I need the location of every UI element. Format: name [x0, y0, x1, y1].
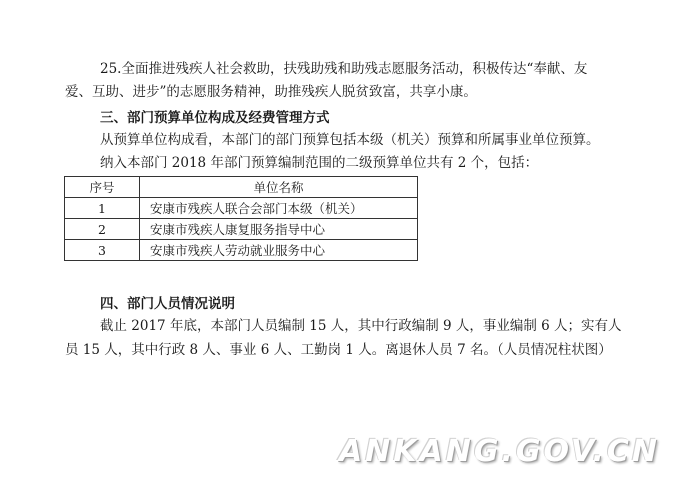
section4-heading: 四、部门人员情况说明 [100, 296, 235, 312]
table-row [65, 219, 418, 240]
header-index: 序号 [65, 177, 140, 198]
row-unit-name: 安康市残疾人劳动就业服务中心 [140, 240, 418, 261]
budget-units-table [64, 176, 418, 261]
section4-line2: 员 15 人，其中行政 8 人、事业 6 人、工勤岗 1 人。离退休人员 7 名。（人员情况柱状图） [65, 342, 612, 358]
section3-para1: 从预算单位构成看，本部门的部门预算包括本级（机关）预算和所属事业单位预算。 [100, 132, 600, 148]
row-index: 1 [65, 198, 140, 219]
row-unit-name: 安康市残疾人联合会部门本级（机关） [140, 198, 418, 219]
section3-para2: 纳入本部门 2018 年部门预算编制范围的二级预算单位共有 2 个，包括： [100, 155, 539, 171]
site-watermark: ANKANG.GOV.CN [338, 434, 660, 469]
paragraph-25-line1: 25.全面推进残疾人社会救助，扶残助残和助残志愿服务活动，积极传达“奉献、友 [100, 61, 588, 77]
row-index: 3 [65, 240, 140, 261]
table-header-row [65, 177, 418, 198]
row-unit-name: 安康市残疾人康复服务指导中心 [140, 219, 418, 240]
row-index: 2 [65, 219, 140, 240]
paragraph-25-line2: 爱、互助、进步”的志愿服务精神，助推残疾人脱贫致富，共享小康。 [65, 84, 477, 100]
table-row [65, 240, 418, 261]
header-unit-name: 单位名称 [140, 177, 418, 198]
section4-line1: 截止 2017 年底，本部门人员编制 15 人，其中行政编制 9 人，事业编制 6 人；实有人 [100, 318, 622, 334]
table-row [65, 198, 418, 219]
section3-heading: 三、部门预算单位构成及经费管理方式 [100, 110, 330, 126]
